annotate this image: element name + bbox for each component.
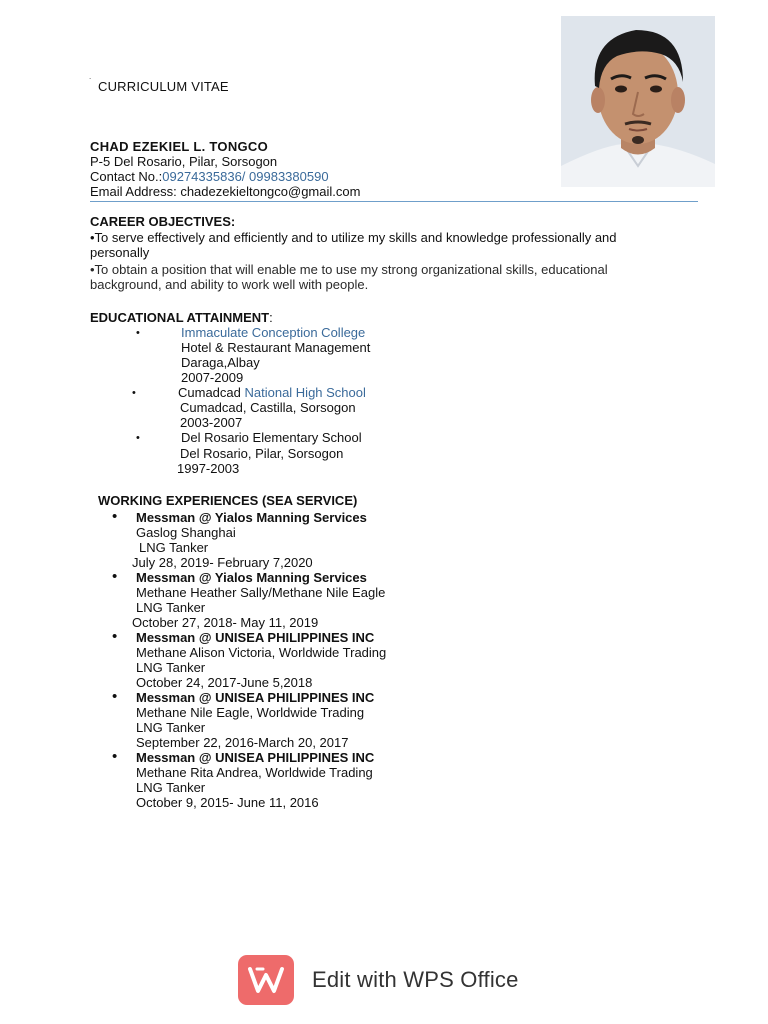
vessel-line: Methane Rita Andrea, Worldwide Trading bbox=[136, 765, 373, 780]
work-entry-lines bbox=[136, 750, 658, 810]
document-title: CURRICULUM VITAE bbox=[98, 79, 229, 94]
work-entry-lines bbox=[132, 510, 658, 570]
years-line: 2003-2007 bbox=[180, 415, 243, 430]
work-entry-lines bbox=[132, 570, 658, 630]
education-heading: EDUCATIONAL ATTAINMENT bbox=[90, 310, 270, 325]
phone-numbers-link[interactable]: 09274335836/ 09983380590 bbox=[162, 169, 329, 184]
course-line: Hotel & Restaurant Management bbox=[181, 340, 371, 355]
work-entry bbox=[98, 630, 658, 690]
vessel-line: Gaslog Shanghai bbox=[136, 525, 236, 540]
location-line: Cumadcad, Castilla, Sorsogon bbox=[180, 400, 356, 415]
vessel-line: Methane Heather Sally/Methane Nile Eagle bbox=[136, 585, 386, 600]
work-entry-lines bbox=[136, 630, 658, 690]
school-name-link[interactable]: Immaculate Conception College bbox=[181, 325, 366, 340]
work-entry bbox=[98, 750, 658, 810]
work-experience-section bbox=[98, 493, 658, 810]
work-entry-lines bbox=[136, 690, 658, 750]
education-entry-lines bbox=[178, 385, 366, 430]
location-line: Daraga,Albay bbox=[181, 355, 260, 370]
school-name-link[interactable]: National High School bbox=[244, 385, 366, 400]
career-objectives-heading: CAREER OBJECTIVES: bbox=[90, 214, 236, 229]
role-line: Messman @ UNISEA PHILIPPINES INC bbox=[136, 690, 375, 705]
years-line: 2007-2009 bbox=[181, 370, 244, 385]
school-name bbox=[178, 385, 366, 400]
bullet-marker: • bbox=[136, 327, 140, 339]
education-entry bbox=[90, 430, 650, 475]
vessel-type-line: LNG Tanker bbox=[136, 780, 206, 795]
education-entry bbox=[90, 385, 650, 430]
role-line: Messman @ Yialos Manning Services bbox=[136, 510, 367, 525]
vessel-line: Methane Nile Eagle, Worldwide Trading bbox=[136, 705, 365, 720]
career-objectives-section bbox=[90, 214, 650, 292]
role-line: Messman @ Yialos Manning Services bbox=[136, 570, 367, 585]
vessel-type-line: LNG Tanker bbox=[136, 600, 206, 615]
bullet-marker: • bbox=[112, 688, 118, 705]
portrait-image bbox=[561, 16, 715, 187]
bullet-marker: • bbox=[112, 628, 118, 645]
stray-mark: . bbox=[89, 72, 92, 81]
education-heading-colon: : bbox=[269, 310, 273, 325]
header-divider bbox=[90, 201, 698, 202]
contact-label: Contact No.: bbox=[90, 169, 163, 184]
work-list bbox=[98, 510, 658, 810]
education-entry-lines bbox=[181, 325, 370, 385]
education-heading-line bbox=[90, 310, 650, 325]
dates-line: October 24, 2017-June 5,2018 bbox=[136, 675, 313, 690]
work-heading: WORKING EXPERIENCES (SEA SERVICE) bbox=[98, 493, 358, 508]
dates-line: October 27, 2018- May 11, 2019 bbox=[132, 615, 319, 630]
vessel-type-line: LNG Tanker bbox=[139, 540, 209, 555]
bullet-marker: • bbox=[136, 432, 140, 444]
bullet-marker: • bbox=[112, 568, 118, 585]
wps-w-glyph bbox=[247, 965, 285, 995]
role-line: Messman @ UNISEA PHILIPPINES INC bbox=[136, 630, 375, 645]
role-line: Messman @ UNISEA PHILIPPINES INC bbox=[136, 750, 375, 765]
dates-line: October 9, 2015- June 11, 2016 bbox=[136, 795, 319, 810]
dates-line: September 22, 2016-March 20, 2017 bbox=[136, 735, 349, 750]
work-entry bbox=[98, 690, 658, 750]
profile-photo bbox=[561, 16, 715, 187]
edit-with-wps-button[interactable] bbox=[238, 954, 558, 1006]
work-entry bbox=[98, 570, 658, 630]
location-line: Del Rosario, Pilar, Sorsogon bbox=[180, 446, 344, 461]
wps-label: Edit with WPS Office bbox=[312, 967, 519, 992]
work-entry bbox=[98, 510, 658, 570]
education-entry bbox=[90, 325, 650, 385]
school-name-prefix: Cumadcad bbox=[178, 385, 245, 400]
education-section bbox=[90, 310, 650, 475]
bullet-marker: • bbox=[112, 748, 118, 765]
address-line: P-5 Del Rosario, Pilar, Sorsogon bbox=[90, 154, 278, 169]
contact-line bbox=[90, 169, 360, 184]
objective-item: •To serve effectively and efficiently and to utilize my skills and knowledge professionally and personally bbox=[90, 230, 617, 260]
dates-line: July 28, 2019- February 7,2020 bbox=[132, 555, 313, 570]
school-name: Del Rosario Elementary School bbox=[181, 430, 362, 445]
objective-item: •To obtain a position that will enable me to use my strong organizational skills, educational background, and ability to work well with people. bbox=[90, 262, 608, 292]
vessel-type-line: LNG Tanker bbox=[136, 720, 206, 735]
vessel-type-line: LNG Tanker bbox=[136, 660, 206, 675]
applicant-name: CHAD EZEKIEL L. TONGCO bbox=[90, 139, 269, 154]
wps-logo-icon bbox=[238, 955, 294, 1005]
contact-header bbox=[90, 139, 360, 199]
education-entry-lines bbox=[177, 430, 362, 476]
bullet-marker: • bbox=[132, 387, 136, 399]
bullet-marker: • bbox=[112, 508, 118, 525]
email-line: Email Address: chadezekieltongco@gmail.com bbox=[90, 184, 361, 199]
vessel-line: Methane Alison Victoria, Worldwide Trading bbox=[136, 645, 387, 660]
years-line: 1997-2003 bbox=[177, 461, 240, 476]
